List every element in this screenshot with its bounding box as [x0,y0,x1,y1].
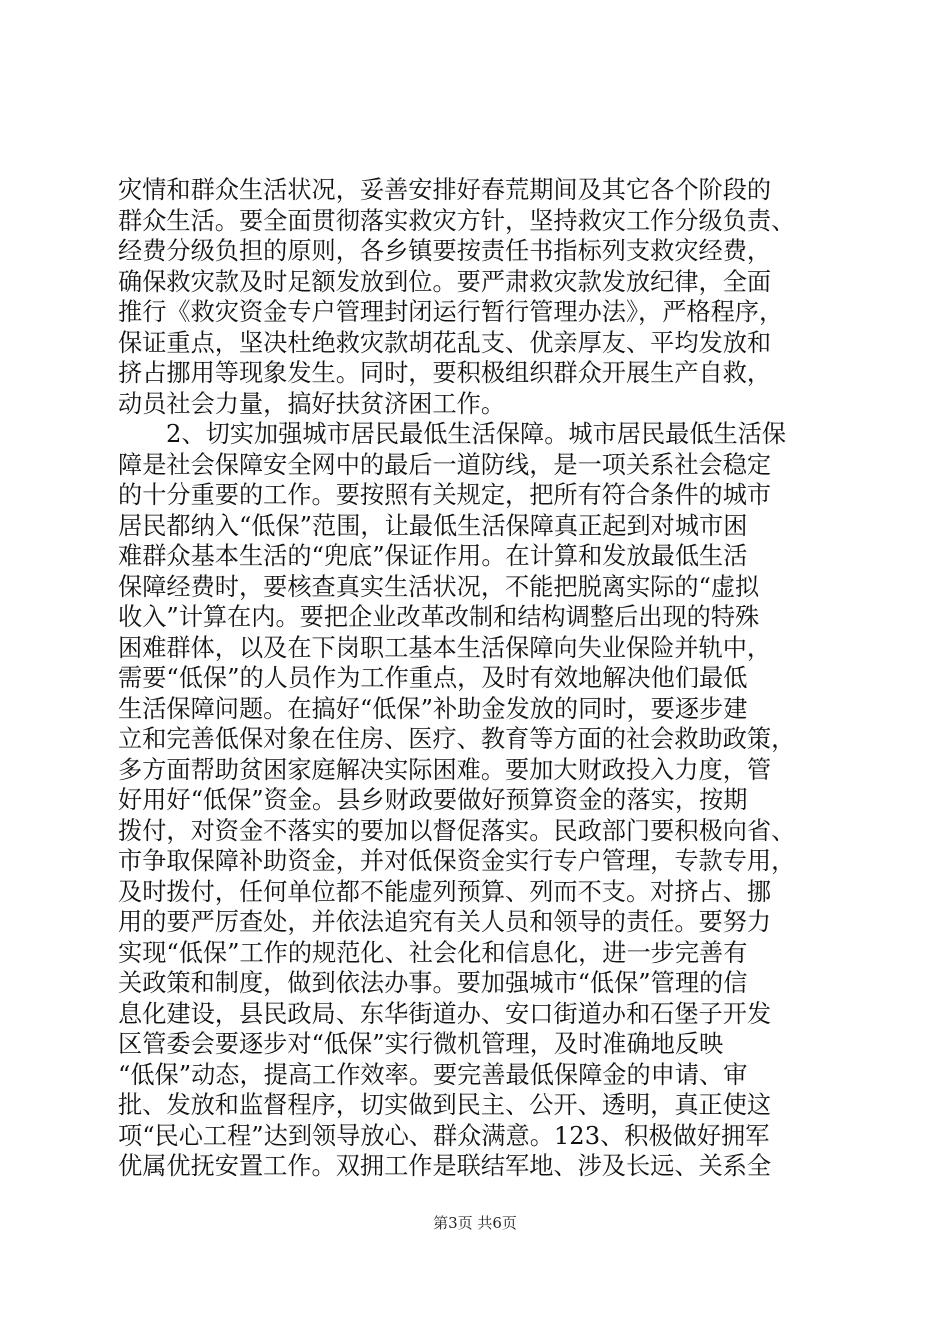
text-line: 息化建设，县民政局、东华街道办、安口街道办和石堡子开发 [118,999,772,1028]
text-line: 需要“低保”的人员作为工作重点，及时有效地解决他们最低 [118,664,748,692]
text-line: 批、发放和监督程序，切实做到民主、公开、透明，真正使这 [118,1091,772,1119]
text-line: “低保”动态，提高工作效率。要完善最低保障金的申请、审 [118,1060,748,1089]
text-line: 收入”计算在内。要把企业改革改制和结构调整后出现的特殊 [118,603,760,631]
text-line: 经费分级负担的原则，各乡镇要按责任书指标列支救灾经费， [118,237,772,265]
text-line: 好用好“低保”资金。县乡财政要做好预算资金的落实，按期 [118,786,748,814]
text-line: 区管委会要逐步对“低保”实行微机管理，及时准确地反映 [118,1030,724,1058]
text-line: 保证重点，坚决杜绝救灾款胡花乱支、优亲厚友、平均发放和 [118,328,772,357]
text-line: 灾情和群众生活状况，妥善安排好春荒期间及其它各个阶段的 [118,176,772,204]
text-line: 困难群体，以及在下岗职工基本生活保障向失业保险并轨中， [118,633,772,662]
text-line: 生活保障问题。在搞好“低保”补助金发放的同时，要逐步建 [118,694,748,723]
text-line: 推行《救灾资金专户管理封闭运行暂行管理办法》，严格程序， [118,298,784,326]
text-line: 挤占挪用等现象发生。同时，要积极组织群众开展生产自救， [118,359,772,387]
text-line: 保障经费时，要核查真实生活状况，不能把脱离实际的“虚拟 [118,572,760,601]
page-footer: 第3页 共6页 [433,1214,517,1232]
text-line: 确保救灾款及时足额发放到位。要严肃救灾款发放纪律，全面 [118,267,772,296]
text-line: 群众生活。要全面贯彻落实救灾方针，坚持救灾工作分级负责、 [118,206,796,235]
text-line: 障是社会保障安全网中的最后一道防线，是一项关系社会稳定 [118,450,772,479]
text-line: 难群众基本生活的“兜底”保证作用。在计算和发放最低生活 [118,542,748,570]
text-line: 居民都纳入“低保”范围，让最低生活保障真正起到对城市困 [118,511,748,540]
text-line: 用的要严厉查处，并依法追究有关人员和领导的责任。要努力 [118,908,772,936]
text-line: 实现“低保”工作的规范化、社会化和信息化，进一步完善有 [118,938,748,967]
text-line: 优属优抚安置工作。双拥工作是联结军地、涉及长远、关系全 [118,1152,772,1180]
text-line: 及时拨付，任何单位都不能虚列预算、列而不支。对挤占、挪 [118,877,772,906]
text-line: 拨付，对资金不落实的要加以督促落实。民政部门要积极向省、 [118,816,796,845]
text-line: 的十分重要的工作。要按照有关规定，把所有符合条件的城市 [118,481,772,509]
text-line: 2、切实加强城市居民最低生活保障。城市居民最低生活保 [166,420,787,448]
text-line: 多方面帮助贫困家庭解决实际困难。要加大财政投入力度，管 [118,755,772,784]
text-line: 项“民心工程”达到领导放心、群众满意。123、积极做好拥军 [118,1121,770,1150]
text-line: 立和完善低保对象在住房、医疗、教育等方面的社会救助政策， [118,725,796,753]
text-line: 关政策和制度，做到依法办事。要加强城市“低保”管理的信 [118,969,748,997]
text-line: 动员社会力量，搞好扶贫济困工作。 [118,389,506,418]
text-line: 市争取保障补助资金，并对低保资金实行专户管理，专款专用， [118,847,796,875]
